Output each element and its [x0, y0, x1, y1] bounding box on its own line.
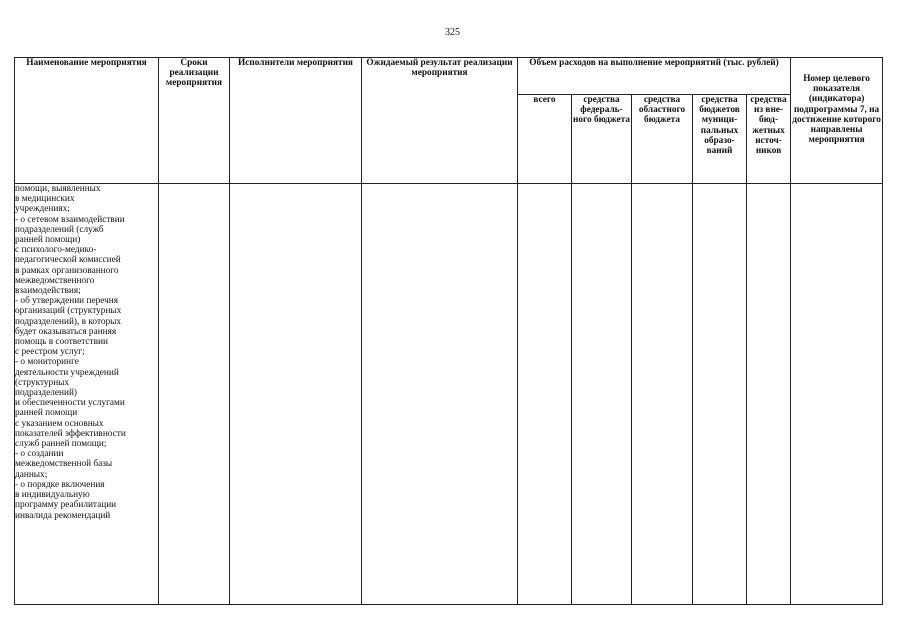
result-cell [362, 184, 518, 605]
extra-cell [747, 184, 791, 605]
measure-text-line: межведомственной базы [15, 459, 113, 470]
measure-text-line: программу реабилитации [15, 500, 117, 511]
total-cell [518, 184, 572, 605]
measure-text-line: в индивидуальную [15, 490, 90, 501]
measure-text-line: (структурных [15, 377, 70, 388]
header-result: Ожидаемый результат реализации мероприятия [362, 58, 518, 184]
measure-text-line: показателей эффективности [15, 428, 126, 439]
header-total: всего [518, 95, 572, 184]
measure-text-line: - об утверждении перечня [15, 296, 119, 307]
measures-table [14, 57, 883, 605]
measure-text-line: с реестром услуг; [15, 347, 85, 358]
measure-text-line: - о создании [15, 449, 64, 460]
measure-text-line: служб ранней помощи; [15, 439, 107, 450]
terms-cell [159, 184, 230, 605]
measure-text-line: деятельности учреждений [15, 367, 119, 378]
measure-text-line: с указанием основных [15, 418, 104, 429]
measure-text-line: организаций (структурных [15, 306, 122, 317]
measure-text-line: межведомственного [15, 275, 95, 286]
measure-text-line: подразделений (служб [15, 224, 104, 235]
measure-text-line: ранней помощи) [15, 235, 81, 246]
measure-text-line: - о сетевом взаимодействии [15, 214, 125, 225]
measure-name-text [15, 184, 158, 521]
indicator-cell [791, 184, 883, 605]
measure-text-line: инвалида рекомендаций [15, 510, 111, 521]
page-number: 325 [445, 27, 460, 38]
measure-text-line: данных; [15, 469, 48, 480]
measure-text-line: с психолого-медико- [15, 245, 97, 256]
measure-text-line: в медицинских [15, 194, 75, 205]
measure-text-line: - о мониторинге [15, 357, 79, 368]
measure-text-line: подразделений) [15, 388, 78, 399]
measure-name-cell [15, 184, 159, 605]
header-name: Наименование мероприятия [15, 58, 159, 184]
measure-text-line: ранней помощи [15, 408, 78, 419]
municipal-cell [693, 184, 747, 605]
measure-text-line: помощь в соответствии [15, 337, 108, 348]
measure-text-line: учреждениях; [15, 204, 70, 215]
header-federal: средства федераль-ного бюджета [572, 95, 632, 184]
header-municipal: средства бюджетов муници-пальных образо-ваний [693, 95, 747, 184]
measure-text-line: помощи, выявленных [15, 184, 101, 194]
measure-text-line: будет оказываться ранняя [15, 326, 117, 337]
measure-text-line: - о порядке включения [15, 479, 105, 490]
measure-text-line: педагогической комиссией [15, 255, 121, 266]
header-executors: Исполнители мероприятия [230, 58, 362, 184]
header-terms: Сроки реализации мероприятия [159, 58, 230, 184]
header-expenses: Объем расходов на выполнение мероприятий (тыс. рублей) [518, 58, 791, 95]
header-indicator: Номер целевого показателя (индикатора) подпрограммы 7, на достижение которого направлены мероприятия [791, 58, 883, 184]
header-extra: средства из вне-бюд-жетных источ-ников [747, 95, 791, 184]
measure-text-line: в рамках организованного [15, 265, 119, 276]
measure-text-line: взаимодействия; [15, 286, 81, 297]
header-regional: средства областного бюджета [632, 95, 693, 184]
measure-text-line: и обеспеченности услугами [15, 398, 125, 409]
federal-cell [572, 184, 632, 605]
measure-text-line: подразделений), в которых [15, 316, 122, 327]
executors-cell [230, 184, 362, 605]
regional-cell [632, 184, 693, 605]
